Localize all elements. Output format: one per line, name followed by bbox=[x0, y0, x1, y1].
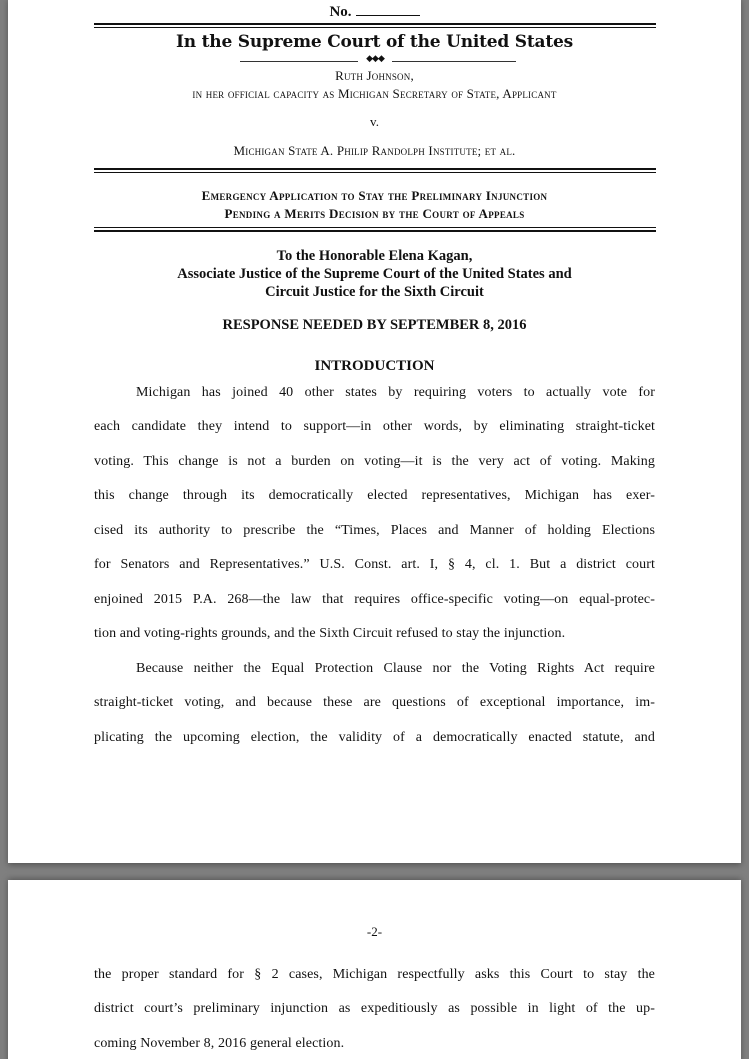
addressee-line-3: Circuit Justice for the Sixth Circuit bbox=[265, 284, 484, 300]
paragraph-1-line: for Senators and Representatives.” U.S. Const. art. I, § 4, cl. 1. But a district court bbox=[94, 557, 655, 572]
document-page-2 bbox=[8, 880, 741, 1059]
paragraph-continued-line: the proper standard for § 2 cases, Michigan respectfully asks this Court to stay the bbox=[94, 967, 655, 982]
application-title-line-2: Pending a Merits Decision by the Court of Appeals bbox=[224, 206, 525, 221]
introduction-heading: INTRODUCTION bbox=[314, 358, 435, 374]
case-number-label: No. bbox=[329, 4, 352, 20]
paragraph-1-line: voting. This change is not a burden on voting—it is the very act of voting. Making bbox=[94, 454, 655, 469]
response-deadline: RESPONSE NEEDED BY SEPTEMBER 8, 2016 bbox=[222, 317, 527, 333]
title-rule-top-thin bbox=[94, 172, 656, 173]
paragraph-1-line: enjoined 2015 P.A. 268—the law that requires office-specific voting—on equal-protec- bbox=[94, 592, 655, 607]
versus: v. bbox=[370, 114, 379, 129]
paragraph-continued-line: district court’s preliminary injunction as expeditiously as possible in light of the up- bbox=[94, 1001, 655, 1016]
paragraph-continued-line: coming November 8, 2016 general election. bbox=[94, 1036, 345, 1051]
title-rule-top-thick bbox=[94, 168, 656, 170]
paragraph-1-line: cised its authority to prescribe the “Times, Places and Manner of holding Elections bbox=[94, 523, 655, 538]
ornament-rule-left bbox=[240, 61, 358, 62]
paragraph-2-line: plicating the upcoming election, the validity of a democratically enacted statute, and bbox=[94, 730, 655, 745]
court-title: In the Supreme Court of the United States bbox=[176, 32, 573, 52]
respondent: Michigan State A. Philip Randolph Institute; et al. bbox=[233, 143, 516, 158]
paragraph-1-line: tion and voting-rights grounds, and the Sixth Circuit refused to stay the injunction. bbox=[94, 626, 566, 641]
case-number-line bbox=[8, 3, 741, 21]
document-page-1 bbox=[8, 0, 741, 863]
applicant-name: Ruth Johnson, bbox=[335, 68, 414, 83]
title-rule-bottom-thick bbox=[94, 230, 656, 232]
paragraph-2-line: straight-ticket voting, and because these are questions of exceptional importance, im- bbox=[94, 695, 655, 710]
applicant-capacity: in her official capacity as Michigan Secretary of State, Applicant bbox=[192, 86, 557, 101]
top-rule-thin bbox=[94, 27, 656, 28]
addressee-line-1: To the Honorable Elena Kagan, bbox=[276, 248, 473, 264]
top-rule-thick bbox=[94, 23, 656, 25]
title-rule-bottom-thin bbox=[94, 227, 656, 228]
ornament-rule-right bbox=[392, 61, 516, 62]
paragraph-1-line: this change through its democratically elected representatives, Michigan has exer- bbox=[94, 488, 655, 503]
application-title-line-1: Emergency Application to Stay the Preliminary Injunction bbox=[201, 188, 548, 203]
addressee-line-2: Associate Justice of the Supreme Court of the United States and bbox=[177, 266, 572, 282]
paragraph-2-line: Because neither the Equal Protection Clause nor the Voting Rights Act require bbox=[136, 661, 655, 676]
paragraph-1-line: Michigan has joined 40 other states by requiring voters to actually vote for bbox=[136, 385, 655, 400]
page-number: -2- bbox=[366, 924, 383, 939]
paragraph-1-line: each candidate they intend to support—in other words, by eliminating straight-ticket bbox=[94, 419, 655, 434]
ornament-diamonds: ◆◆◆ bbox=[366, 53, 384, 63]
case-number-blank bbox=[356, 3, 420, 16]
